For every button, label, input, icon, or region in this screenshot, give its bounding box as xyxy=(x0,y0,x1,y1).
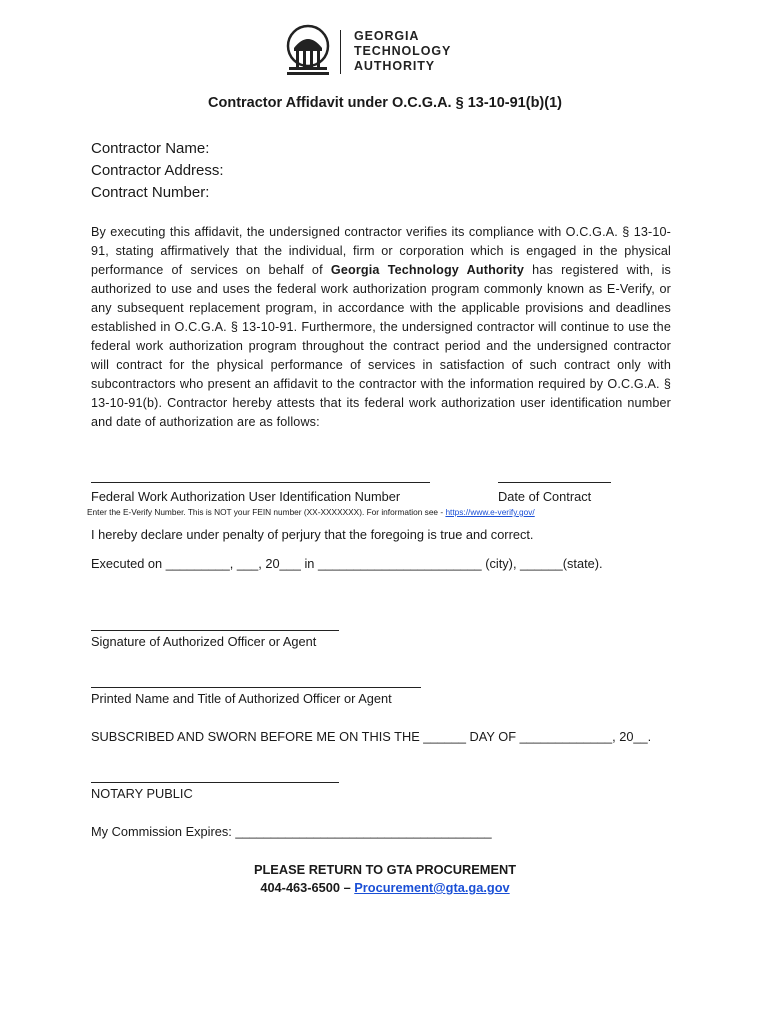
document-title: Contractor Affidavit under O.C.G.A. § 13-10-91(b)(1) xyxy=(208,95,562,111)
everify-note xyxy=(87,507,535,517)
perjury-declaration: I hereby declare under penalty of perjury that the foregoing is true and correct. xyxy=(91,527,534,542)
logo-line-2: TECHNOLOGY xyxy=(354,44,452,58)
contact-line xyxy=(0,880,770,895)
date-of-contract-line[interactable] xyxy=(498,482,611,483)
fed-id-label: Federal Work Authorization User Identification Number xyxy=(91,489,401,504)
notary-public-label: NOTARY PUBLIC xyxy=(91,786,193,801)
body-text-part2: has registered with, is authorized to use and uses the federal work authorization program commonly known as E-Verify, or any subsequent replacement program, in accordance with the applicable provisions and deadlines established in O.C.G.A. § 13-10-91. Furthermore, the undersigned contractor will continue to use the federal work authorization program throughout the contract period and the undersigned contractor will contract for the physical performance of services in satisfaction of such contract only with subcontractors who present an affidavit to the contractor with the information required by O.C.G.A. § 13-10-91(b). Contractor hereby attests that its federal work authorization user identification number and date of authorization are as follows: xyxy=(91,263,671,429)
procurement-email-link[interactable]: Procurement@gta.ga.gov xyxy=(354,880,510,895)
logo-line-1: GEORGIA xyxy=(354,29,420,43)
return-instructions: PLEASE RETURN TO GTA PROCUREMENT xyxy=(253,862,517,877)
logo-line-3: AUTHORITY xyxy=(354,59,436,73)
everify-link[interactable]: https://www.e-verify.gov/ xyxy=(445,507,535,517)
body-text-part1: By executing this affidavit, the undersigned contractor verifies its compliance with O.C.G.A. § 13-10-91, stating affirmatively that the individual, firm or corporation which is engaged in the physical performance of services on behalf of xyxy=(91,225,671,277)
subscribed-sworn-line: SUBSCRIBED AND SWORN BEFORE ME ON THIS THE ______ DAY OF _____________, 20__. xyxy=(91,729,652,744)
printed-name-label: Printed Name and Title of Authorized Officer or Agent xyxy=(91,691,392,706)
contract-number-label: Contract Number: xyxy=(91,184,210,201)
affidavit-body xyxy=(91,223,671,432)
notary-signature-line[interactable] xyxy=(91,782,339,783)
commission-expires-line: My Commission Expires: ____________________________________ xyxy=(91,824,492,839)
fed-id-signature-line[interactable] xyxy=(91,482,430,483)
contractor-address-label: Contractor Address: xyxy=(91,162,224,179)
organization-logo-text xyxy=(354,29,451,74)
printed-name-line[interactable] xyxy=(91,687,421,688)
phone-number: 404-463-6500 – xyxy=(260,880,355,895)
logo-divider xyxy=(340,30,341,74)
georgia-capitol-seal-icon xyxy=(283,22,333,78)
everify-note-text: Enter the E-Verify Number. This is NOT your FEIN number (XX-XXXXXXX). For information see - xyxy=(87,507,446,517)
agency-name: Georgia Technology Authority xyxy=(330,263,524,277)
date-of-contract-label: Date of Contract xyxy=(498,489,592,504)
signature-line[interactable] xyxy=(91,630,339,631)
signature-label: Signature of Authorized Officer or Agent xyxy=(91,634,317,649)
contractor-name-label: Contractor Name: xyxy=(91,140,210,157)
executed-on-line: Executed on _________, ___, 20___ in _______________________ (city), ______(state). xyxy=(91,556,603,571)
